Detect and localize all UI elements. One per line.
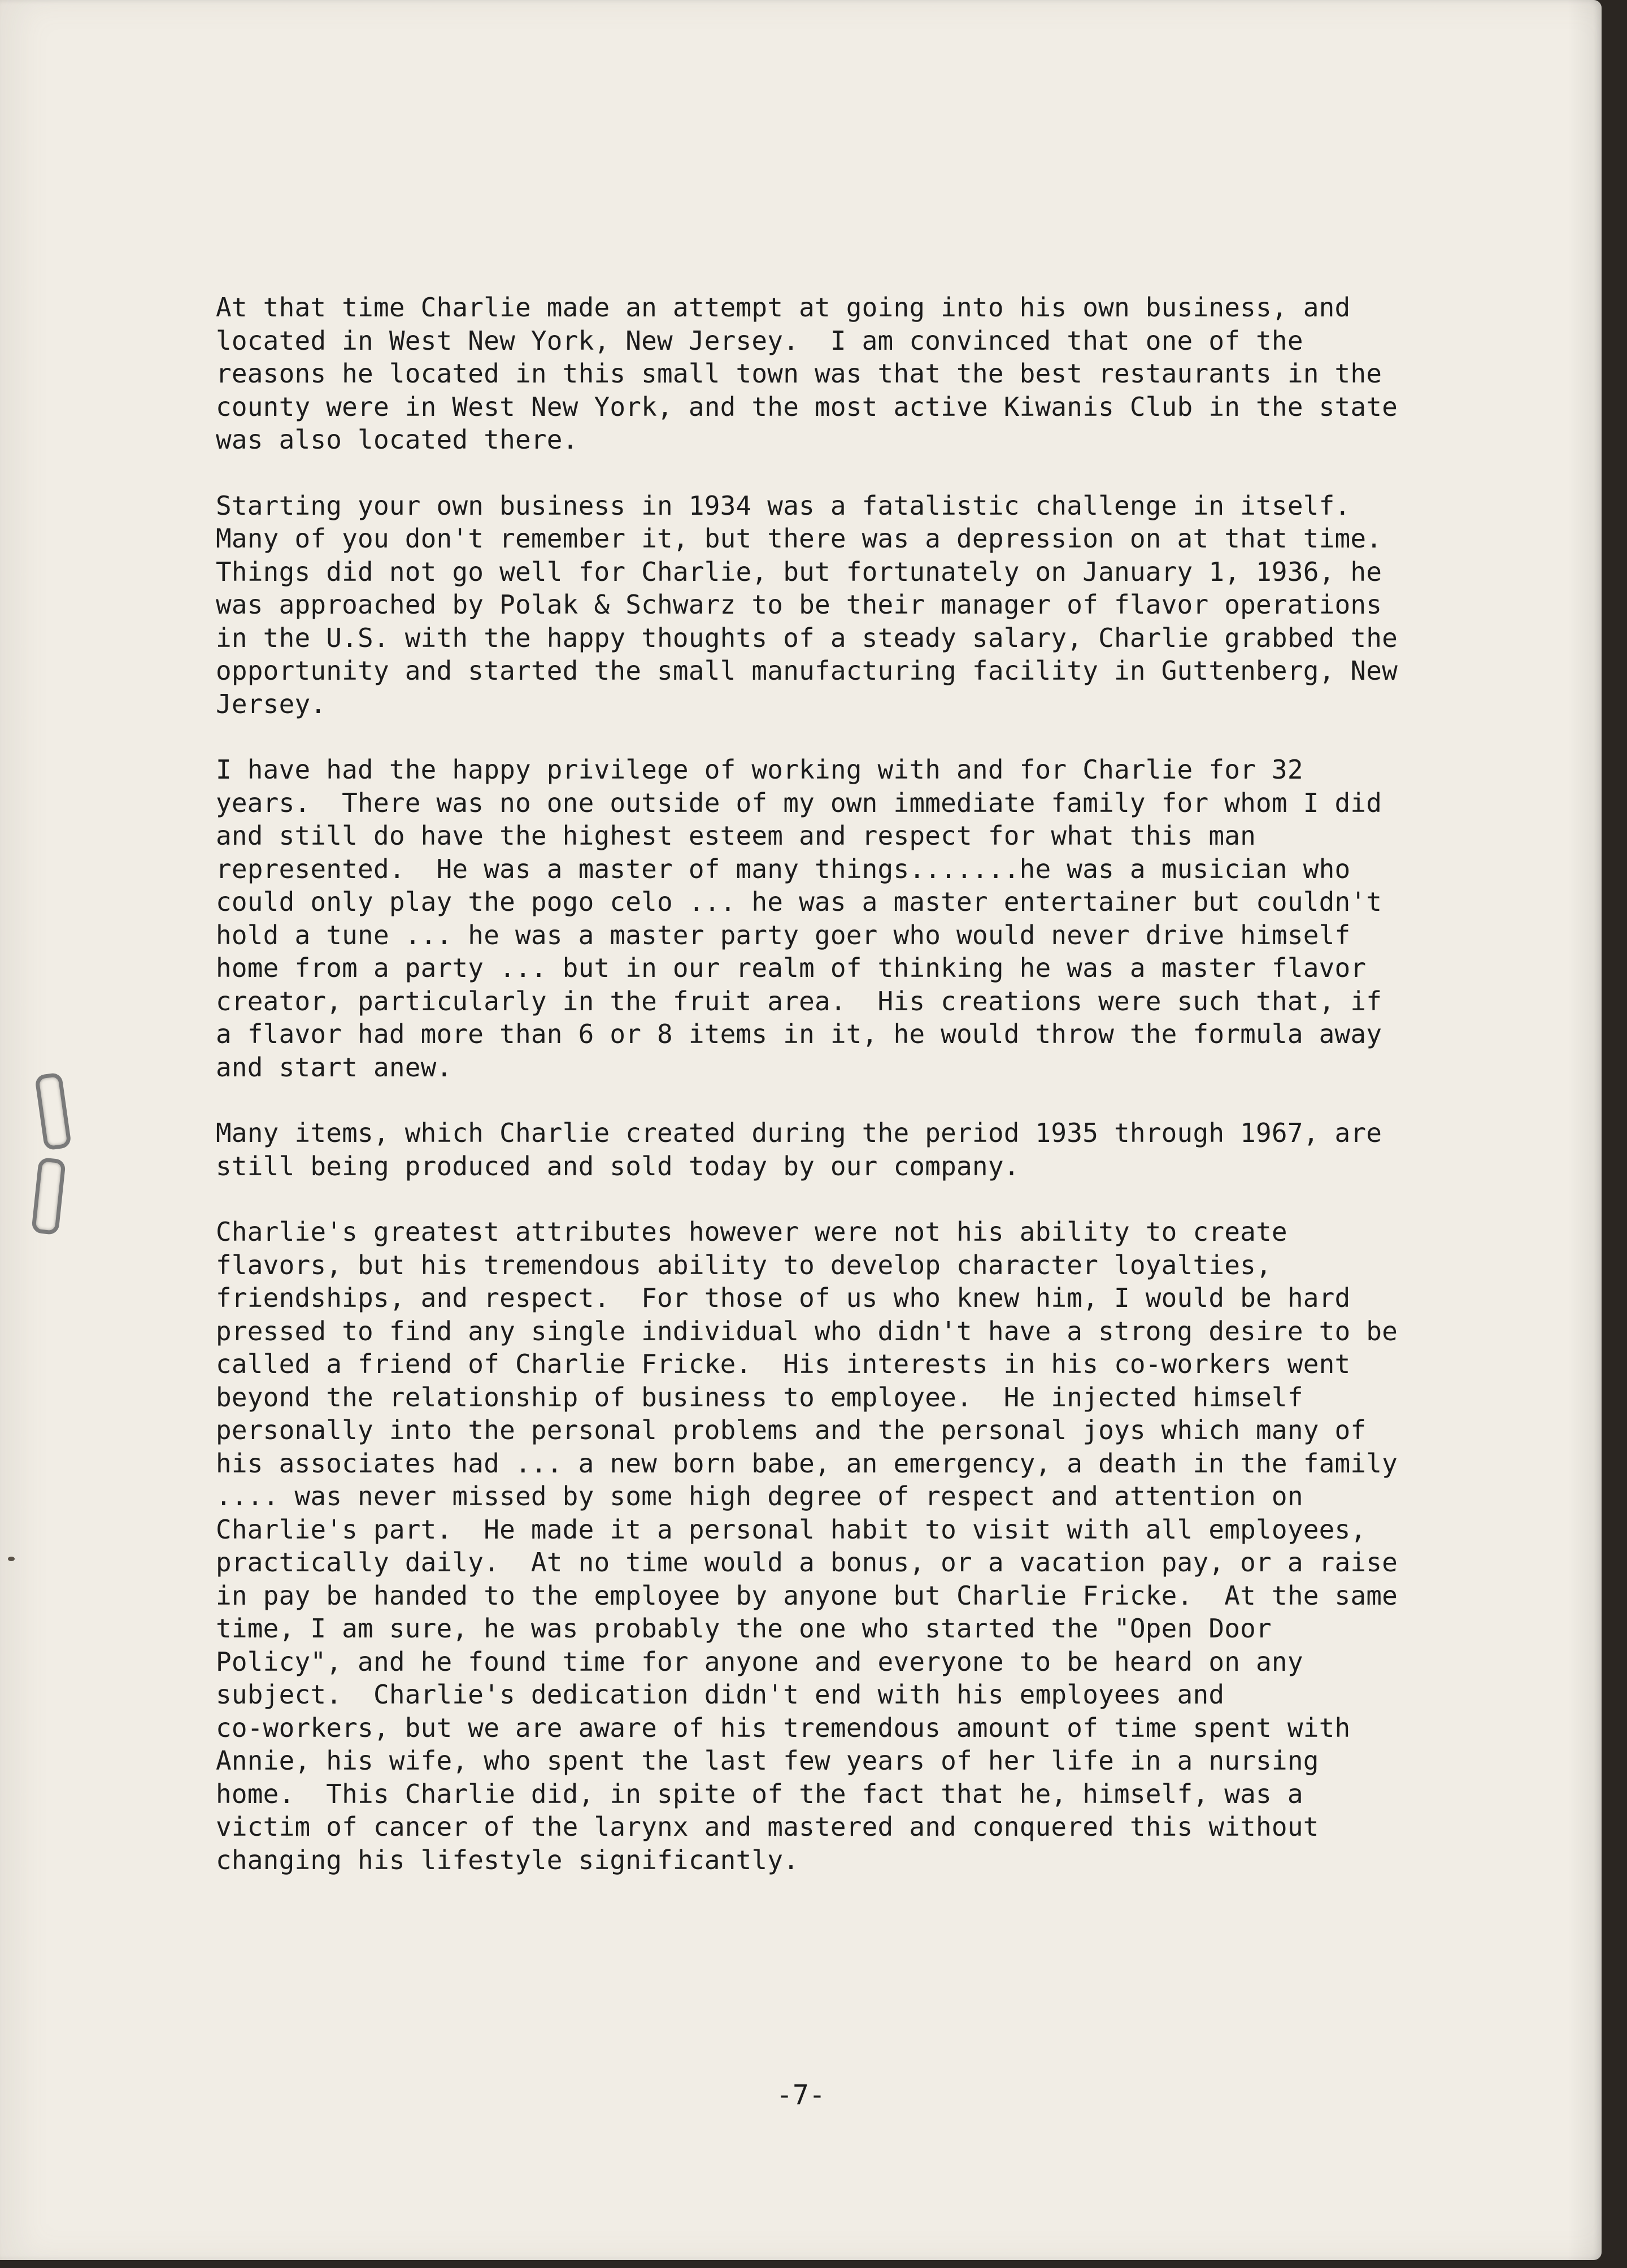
- paper-speck: [8, 1557, 15, 1561]
- paragraph-items-created: Many items, which Charlie created during the period 1935 through 1967, are still being produced and sold today by our company.: [216, 1118, 1382, 1181]
- document-body: [216, 291, 1493, 1909]
- paragraph-business-start: At that time Charlie made an attempt at going into his own business, and located in West New York, New Jersey. I am convinced that one of the reasons he located in this small town was that the best restaurants in the county were in West New York, and the most active Kiwanis Club in the state was also located there.: [216, 292, 1398, 455]
- binder-clip-icon: [34, 1072, 72, 1150]
- paragraph-1934-challenge: Starting your own business in 1934 was a fatalistic challenge in itself. Many of you don't remember it, but there was a depression on at that time. Things did not go well for Charlie, but fortunately on January 1, 1936, he was approached by Polak & Schwarz to be their manager of flavor operations in the U.S. with the happy thoughts of a steady salary, Charlie grabbed the opportunity and started the small manufacturing facility in Guttenberg, New Jersey.: [216, 490, 1398, 719]
- binder-clip-icon: [31, 1157, 66, 1235]
- page-number: -7-: [776, 2079, 825, 2111]
- paragraph-privilege: I have had the happy privilege of working with and for Charlie for 32 years. There was no one outside of my own immediate family for whom I did and still do have the highest esteem and respect for what this man represented. He was a master of many things.......he was a musician who could only play the pogo celo ... he was a master entertainer but couldn't hold a tune ... he was a master party goer who would never drive himself home from a party ... but in our realm of thinking he was a master flavor creator, particularly in the fruit area. His creations were such that, if a flavor had more than 6 or 8 items in it, he would throw the formula away and start anew.: [216, 754, 1382, 1083]
- paragraph-attributes: Charlie's greatest attributes however were not his ability to create flavors, but his tremendous ability to develop character loyalties, friendships, and respect. For those of us who knew him, I would be hard pressed to find any single individual who didn't have a strong desire to be called a friend of Charlie Fricke. His interests in his co-workers went beyond the relationship of business to employee. He injected himself personally into the personal problems and the personal joys which many of his associates had ... a new born babe, an emergency, a death in the family .... was never missed by some high degree of respect and attention on Charlie's part. He made it a personal habit to visit with all employees, practically daily. At no time would a bonus, or a vacation pay, or a raise in pay be handed to the employee by anyone but Charlie Fricke. At the same time, I am sure, he was probably the one who started the "Open Door Policy", and he found time for anyone and everyone to be heard on any subject. Charlie's dedication didn't end with his employees and co-workers, but we are aware of his tremendous amount of time spent with Annie, his wife, who spent the last few years of her life in a nursing home. This Charlie did, in spite of the fact that he, himself, was a victim of cancer of the larynx and mastered and conquered this without changing his lifestyle significantly.: [216, 1216, 1398, 1875]
